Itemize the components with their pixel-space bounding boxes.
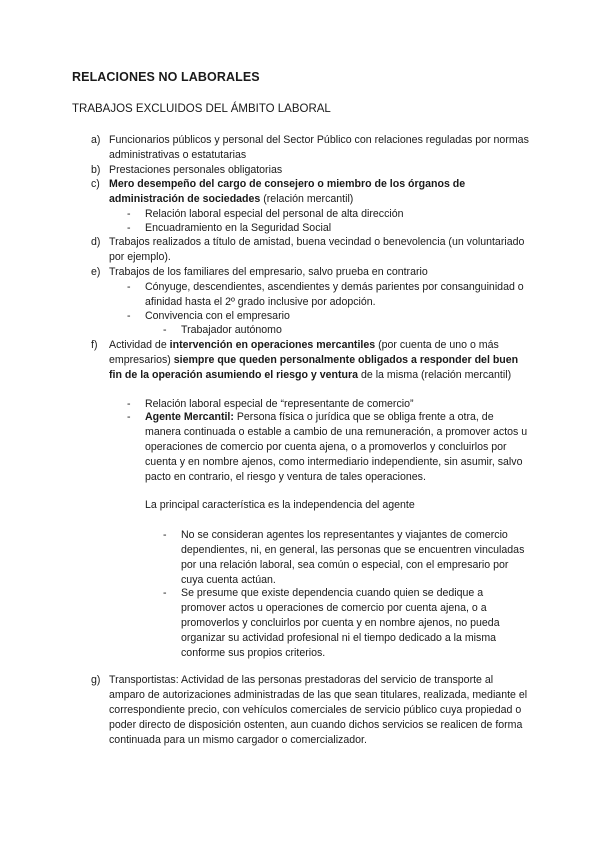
dash: - (163, 529, 167, 541)
item-f-note-1: No se consideran agentes los representantes y viajantes de comercio dependientes, ni, en general, las personas que se encuentren vinculadas por una relación laboral, sea común o especial, con el empresario por cuya cuenta actúan. (181, 529, 525, 586)
dash: - (127, 208, 131, 220)
item-f-note-2: Se presume que existe dependencia cuando quien se dedique a promover actos u operaciones de comercio por cuenta ajena, o a promoverlos y concluirlos por cuenta y en nombre ajenos, no pueda organizar su actividad profesional ni el tiempo dedicado a la misma conforme sus propios criterios. (181, 587, 500, 659)
agent-definition: Persona física o jurídica que se obliga frente a otra, de manera continuada o estable a cambio de una remuneración, a promover actos u operaciones de comercio por cuenta ajena, o a promoverlos y concluirlos por cuenta y en nombre ajenos, como intermediario independiente, sin asumir, salvo pacto en contrario, el riesgo y ventura de tales operaciones. (145, 411, 528, 483)
item-f-bold-2: siempre que queden personalmente obligados a responder del buen fin de la operación asumiendo el riesgo y ventura (109, 354, 519, 381)
dash: - (127, 222, 131, 234)
item-c-bold: Mero desempeño del cargo de consejero o miembro de los órganos de administración de sociedades (109, 178, 466, 205)
item-g-text: Transportistas: Actividad de las personas prestadoras del servicio de transporte al amparo de autorizaciones administradas de las que sean titulares, realizada, mediante el correspondiente precio, con vehículos comerciales de servicio público cuya propiedad o poder directo de disposición ostenten, aun cuando dichos servicios se realicen de forma continuada para un mismo cargador o comercializador. (109, 674, 528, 746)
item-a-marker: a) (91, 134, 101, 146)
item-c-marker: c) (91, 178, 100, 190)
item-d-text: Trabajos realizados a título de amistad, buena vecindad o benevolencia (un voluntariado por ejemplo). (109, 236, 525, 263)
dash: - (163, 587, 167, 599)
item-e-sub-1: Cónyuge, descendientes, ascendientes y demás parientes por consanguinidad o afinidad hasta el 2º grado inclusive por adopción. (145, 281, 524, 308)
item-d-marker: d) (91, 236, 101, 248)
item-e-marker: e) (91, 266, 101, 278)
item-f-bold-1: intervención en operaciones mercantiles (169, 339, 376, 351)
item-a-text: Funcionarios públicos y personal del Sector Público con relaciones reguladas por normas administrativas o estatutarias (109, 134, 529, 161)
item-f-part-3: de la misma (relación mercantil) (358, 369, 512, 381)
item-b-marker: b) (91, 164, 101, 176)
item-c-normal: (relación mercantil) (260, 193, 354, 205)
item-e-text: Trabajos de los familiares del empresario, salvo prueba en contrario (109, 266, 428, 278)
item-c-text (109, 177, 529, 207)
item-f-part-2: (por cuenta de uno o más empresarios) (109, 339, 499, 366)
dash: - (127, 411, 131, 423)
item-c-sub-1: Relación laboral especial del personal de alta dirección (145, 208, 404, 220)
item-b-text: Prestaciones personales obligatorias (109, 164, 283, 176)
dash: - (127, 398, 131, 410)
page-title: RELACIONES NO LABORALES (72, 70, 260, 84)
section-heading: TRABAJOS EXCLUIDOS DEL ÁMBITO LABORAL (72, 103, 331, 115)
agent-label: Agente Mercantil: (145, 411, 234, 423)
item-f-part-1: Actividad de (109, 339, 170, 351)
item-f-principal: La principal característica es la independencia del agente (145, 499, 415, 511)
dash: - (163, 324, 167, 336)
item-g-marker: g) (91, 674, 101, 686)
dash: - (127, 281, 131, 293)
item-f-text (109, 338, 529, 383)
dash: - (127, 310, 131, 322)
item-f-marker: f) (91, 339, 98, 351)
item-f-agent (145, 410, 530, 485)
item-e-sub-2: Convivencia con el empresario (145, 310, 290, 322)
item-c-sub-2: Encuadramiento en la Seguridad Social (145, 222, 332, 234)
item-e-subsub-1: Trabajador autónomo (181, 324, 282, 336)
item-f-sub-1: Relación laboral especial de “representante de comercio” (145, 398, 414, 410)
